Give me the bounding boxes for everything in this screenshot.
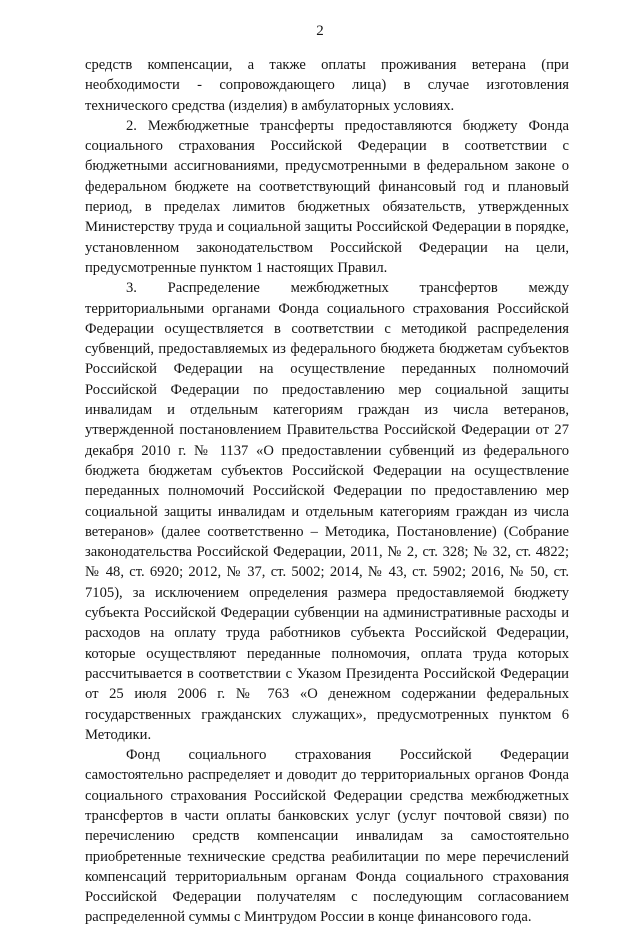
page-number: 2 (316, 23, 324, 39)
paragraph-item-2: 2. Межбюджетные трансферты предоставляются бюджету Фонда социального страхования Российской Федерации в соответствии с бюджетными ассигнованиями, предусмотренными в федеральном законе о федеральном бюджете на соответствующий финансовый год и плановый период, в пределах лимитов бюджетных обязательств, утвержденных Министерству труда и социальной защиты Российской Федерации в порядке, установленном законодательством Российской Федерации на цели, предусмотренные пунктом 1 настоящих Правил. (85, 117, 569, 276)
document-body (85, 55, 569, 928)
paragraph-item-3: 3. Распределение межбюджетных трансфертов между территориальными органами Фонда социального страхования Российской Федерации осуществляется в соответствии с методикой распределения субвенций, предоставляемых из федерального бюджета бюджетам субъектов Российской Федерации на осуществление переданных полномочий Российской Федерации по предоставлению мер социальной защиты инвалидам и отдельным категориям граждан из числа ветеранов, утвержденной постановлением Правительства Российской Федерации от 27 декабря 2010 г. № 1137 «О предоставлении субвенций из федерального бюджета бюджетам субъектов Российской Федерации на осуществление переданных полномочий Российской Федерации по предоставлению мер социальной защиты инвалидам и отдельным категориям граждан из числа ветеранов» (далее соответственно – Методика, Постановление) (Собрание законодательства Российской Федерации, 2011, № 2, ст. 328; № 32, ст. 4822; № 48, ст. 6920; 2012, № 37, ст. 5002; 2014, № 43, ст. 5902; 2016, № 50, ст. 7105), за исключением определения размера предоставляемой бюджету субъекта Российской Федерации субвенции на административные расходы и расходов на оплату труда работников субъекта Российской Федерации, которые осуществляют переданные полномочия, оплата труда которых рассчитывается в соответствии с Указом Президента Российской Федерации от 25 июля 2006 г. № 763 «О денежном содержании федеральных государственных гражданских служащих», предусмотренных пунктом 6 Методики. (85, 280, 569, 743)
paragraph-continuation: средств компенсации, а также оплаты проживания ветерана (при необходимости - сопровождающего лица) в случае изготовления технического средства (изделия) в амбулаторных условиях. (85, 57, 569, 114)
paragraph-fund-distribution: Фонд социального страхования Российской Федерации самостоятельно распределяет и доводит до территориальных органов Фонда социального страхования Российской Федерации средства межбюджетных трансфертов в части оплаты банковских услуг (услуг почтовой связи) по перечислению средств компенсации инвалидам за самостоятельно приобретенные технические средства реабилитации по мере перечислений компенсаций территориальным органам Фонда социального страхования Российской Федерации получателям с последующим согласованием распределенной суммы с Минтрудом России в конце финансового года. (85, 747, 569, 926)
